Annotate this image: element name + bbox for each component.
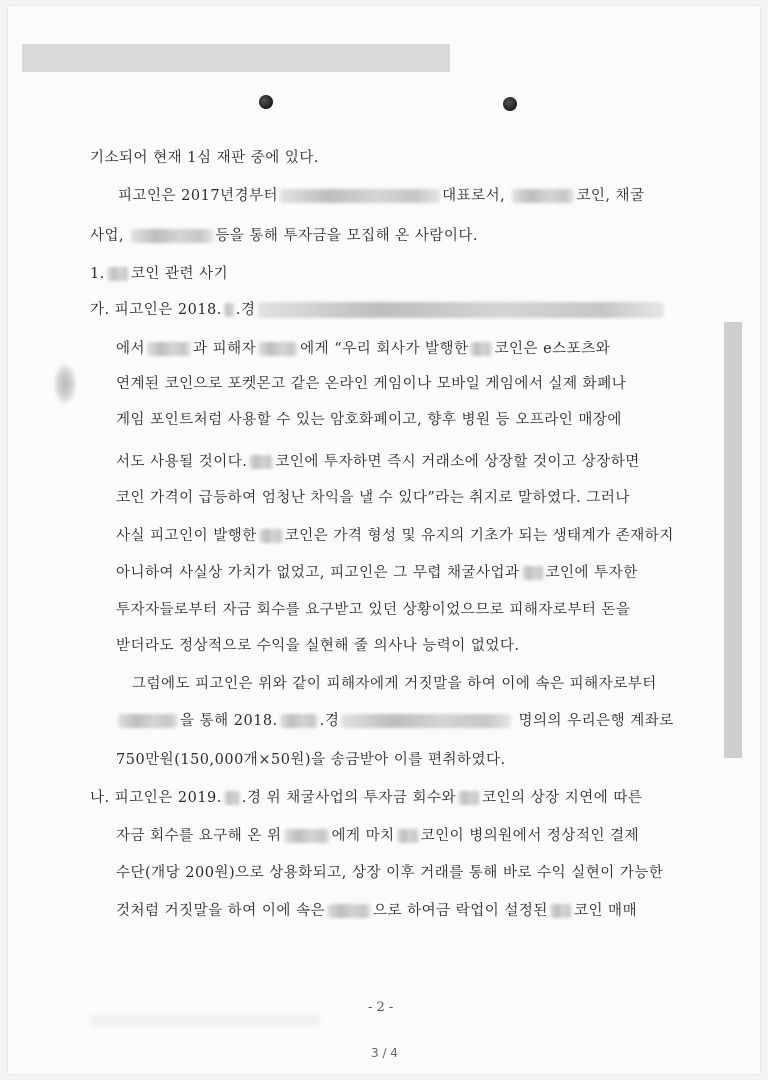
redaction <box>147 342 191 356</box>
redaction <box>550 904 572 918</box>
page-number: - 2 - <box>368 1000 394 1015</box>
redaction <box>397 829 419 843</box>
text-line: 사업, 등을 통해 투자금을 모집해 온 사람이다. <box>90 228 478 244</box>
text-line: 사실 피고인이 발행한 코인은 가격 형성 및 유지의 기초가 되는 생태계가 존재하지 <box>116 528 674 544</box>
seal-stamp <box>54 364 76 404</box>
text-line: 에서 과 피해자 에게 “우리 회사가 발행한 코인은 e스포츠와 <box>116 341 611 357</box>
section-heading: 1. 코인 관련 사기 <box>90 266 229 282</box>
faint-text <box>90 1016 320 1026</box>
text-line: 게임 포인트처럼 사용할 수 있는 암호화폐이고, 향후 병원 등 오프라인 매장에 <box>116 412 622 428</box>
text-line: 것처럼 거짓말을 하여 이에 속은 으로 하여금 락업이 설정된 코인 매매 <box>116 903 638 919</box>
text-line: 750만원(150,000개×50원)을 송금받아 이를 편취하였다. <box>116 752 506 768</box>
redaction <box>512 189 574 203</box>
redaction <box>107 267 129 281</box>
redaction <box>327 904 371 918</box>
redaction <box>224 791 240 805</box>
scrollbar[interactable] <box>724 322 742 758</box>
redaction <box>280 189 440 203</box>
text-line: 기소되어 현재 1심 재판 중에 있다. <box>90 150 319 166</box>
punch-hole-icon <box>259 95 273 109</box>
redaction <box>259 529 283 543</box>
redaction <box>470 342 492 356</box>
text-line: 수단(개당 200원)으로 상용화되고, 상장 이후 거래를 통해 바로 수익 실현이 가능한 <box>116 865 664 881</box>
text-line: 코인 가격이 급등하여 엄청난 차익을 낼 수 있다”라는 취지로 말하였다. 그러나 <box>116 490 630 506</box>
text-line: 가. 피고인은 2018. .경 <box>90 300 680 320</box>
viewer-page-indicator: 3 / 4 <box>371 1046 398 1060</box>
redaction <box>522 566 544 580</box>
redaction <box>280 714 318 728</box>
redaction <box>224 303 234 317</box>
text-line: 나. 피고인은 2019. .경 위 채굴사업의 투자금 회수와 코인의 상장 지연에 따른 <box>90 790 643 806</box>
text-line: 아니하여 사실상 가치가 없었고, 피고인은 그 무렵 채굴사업과 코인에 투자한 <box>116 565 638 581</box>
text-line: 받더라도 정상적으로 수익을 실현해 줄 의사나 능력이 없었다. <box>116 638 520 654</box>
redaction <box>284 829 330 843</box>
redaction <box>258 302 664 318</box>
redaction <box>258 342 298 356</box>
redaction <box>249 455 273 469</box>
text-line: 서도 사용될 것이다. 코인에 투자하면 즉시 거래소에 상장할 것이고 상장하면 <box>116 454 640 470</box>
punch-hole-icon <box>503 97 517 111</box>
redacted-header <box>22 44 450 72</box>
text-line: 연계된 코인으로 포켓몬고 같은 온라인 게임이나 모바일 게임에서 실제 화폐나 <box>116 376 627 392</box>
redaction <box>118 714 178 728</box>
text-line: 그럼에도 피고인은 위와 같이 피해자에게 거짓말을 하여 이에 속은 피해자로부터 <box>132 676 657 692</box>
redaction <box>458 791 480 805</box>
text-line: 을 통해 2018. .경 명의의 우리은행 계좌로 <box>116 711 680 731</box>
text-line: 투자자들로부터 자금 회수를 요구받고 있던 상황이었으므로 피해자로부터 돈을 <box>116 602 631 618</box>
redaction <box>131 229 213 243</box>
text-line: 피고인은 2017년경부터 대표로서, 코인, 채굴 <box>118 188 645 204</box>
text-line: 자금 회수를 요구해 온 위 에게 마치 코인이 병의원에서 정상적인 결제 <box>116 828 640 844</box>
redaction <box>341 714 511 728</box>
